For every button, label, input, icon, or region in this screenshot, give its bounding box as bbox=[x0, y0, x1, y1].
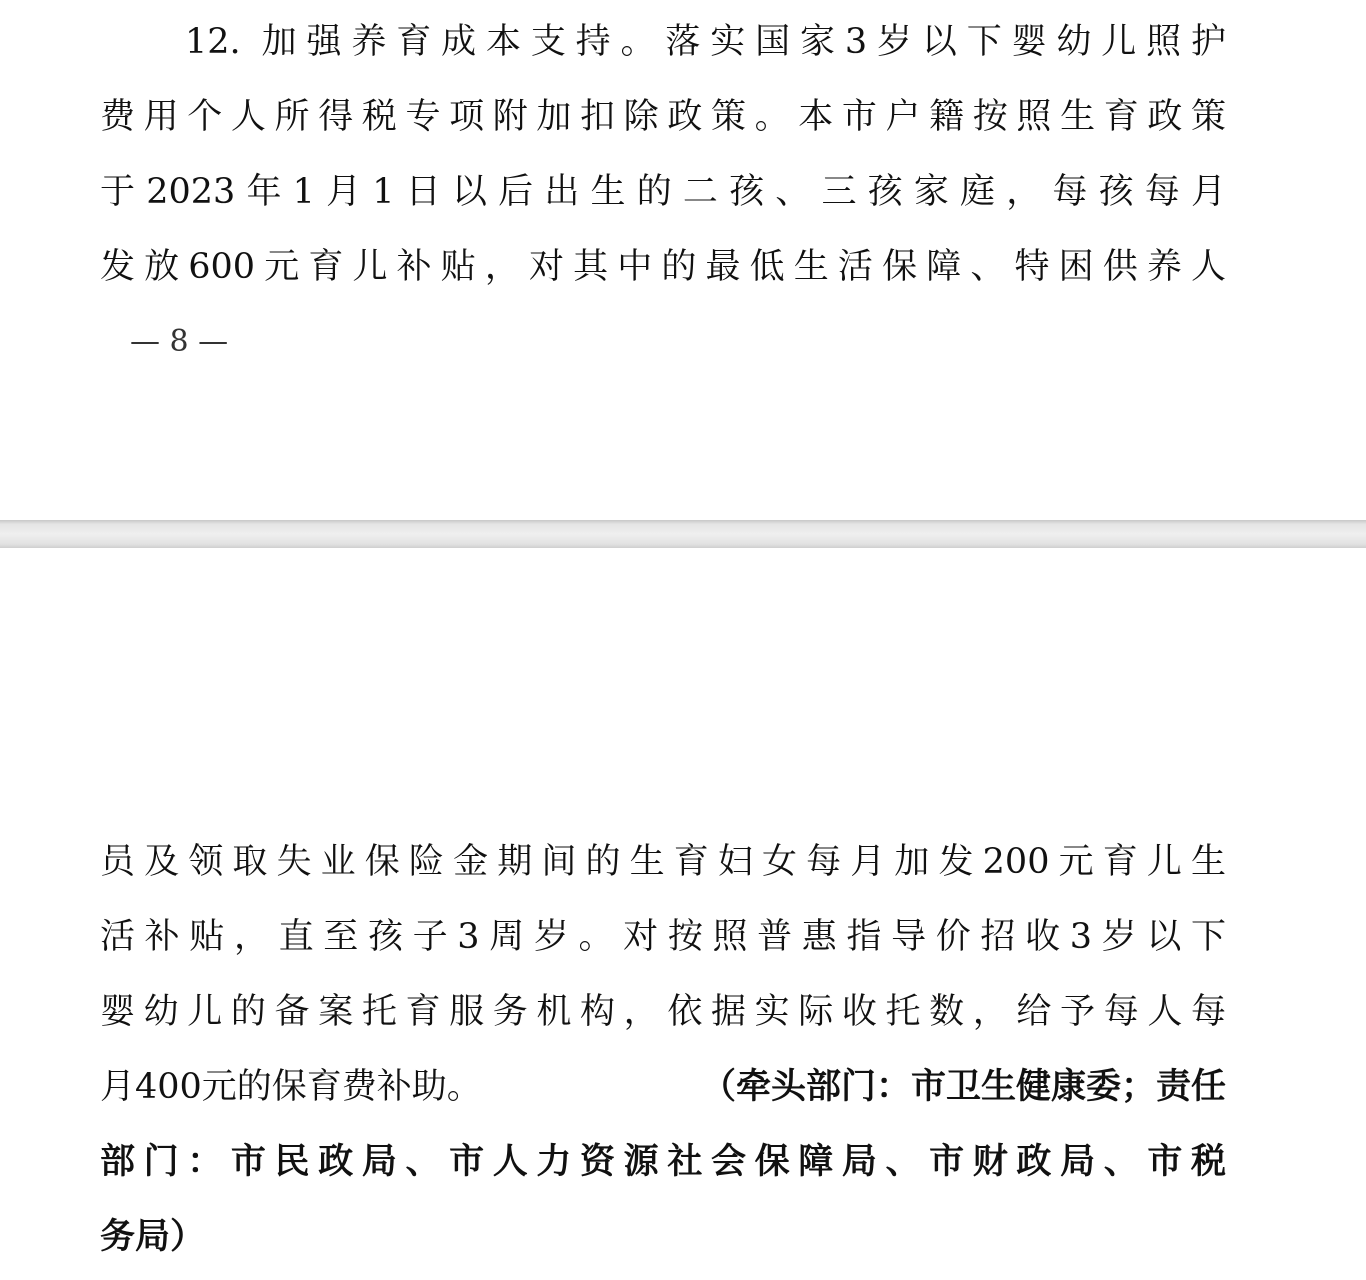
paragraph-line: 婴幼儿的备案托育服务机构，依据实际收托数，给予每人每 bbox=[100, 992, 1226, 1032]
paragraph-line-mixed bbox=[100, 1067, 1226, 1107]
page-number: — 8 — bbox=[130, 324, 229, 359]
paragraph-line: 员及领取失业保险金期间的生育妇女每月加发200元育儿生 bbox=[100, 842, 1226, 882]
paragraph-line: 发放600元育儿补贴，对其中的最低生活保障、特困供养人 bbox=[100, 247, 1226, 287]
document-page-bottom bbox=[0, 548, 1366, 1280]
responsible-departments-line: 部门：市民政局、市人力资源社会保障局、市财政局、市税 bbox=[100, 1142, 1226, 1182]
paragraph-line: 活补贴，直至孩子3周岁。对按照普惠指导价招收3岁以下 bbox=[100, 917, 1226, 957]
document-page-top bbox=[0, 0, 1366, 520]
paragraph-text: 月400元的保育费补助。 bbox=[100, 1067, 482, 1107]
responsible-departments-line-end: 务局） bbox=[100, 1217, 206, 1257]
page-separator bbox=[0, 520, 1366, 548]
paragraph-line: 费用个人所得税专项附加扣除政策。本市户籍按照生育政策 bbox=[100, 97, 1226, 137]
paragraph-line: 12. 加强养育成本支持。落实国家3岁以下婴幼儿照护 bbox=[185, 22, 1226, 62]
lead-department-note: （牵头部门：市卫生健康委；责任 bbox=[700, 1067, 1226, 1107]
paragraph-line: 于2023年1月1日以后出生的二孩、三孩家庭，每孩每月 bbox=[100, 172, 1226, 212]
